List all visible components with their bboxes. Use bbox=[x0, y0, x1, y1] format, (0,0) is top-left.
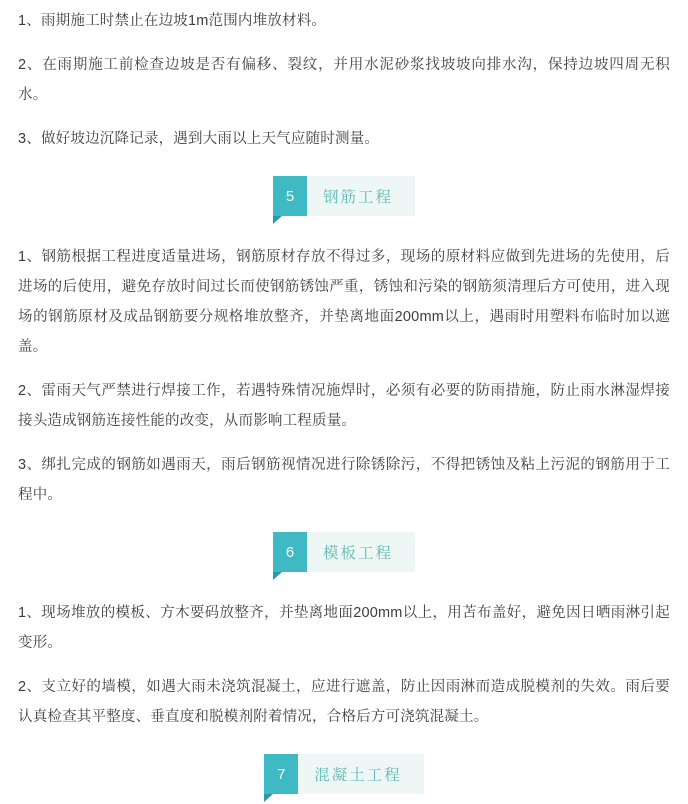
paragraph: 2、支立好的墙模，如遇大雨未浇筑混凝土，应进行遮盖，防止因雨淋而造成脱模剂的失效。雨后要认真检查其平整度、垂直度和脱模剂附着情况，合格后方可浇筑混凝土。 bbox=[18, 679, 670, 725]
section-number-badge: 7 bbox=[264, 754, 298, 794]
section-number-badge: 6 bbox=[273, 532, 307, 572]
section-title: 钢筋工程 bbox=[307, 176, 415, 216]
paragraph: 2、雷雨天气严禁进行焊接工作，若遇特殊情况施焊时，必须有必要的防雨措施，防止雨水淋湿焊接接头造成钢筋连接性能的改变，从而影响工程质量。 bbox=[18, 383, 670, 429]
section-number-badge: 5 bbox=[273, 176, 307, 216]
heading-wrap bbox=[264, 754, 424, 794]
heading-wrap bbox=[273, 176, 415, 216]
paragraph: 1、雨期施工时禁止在边坡1m范围内堆放材料。 bbox=[18, 13, 327, 29]
section-title: 模板工程 bbox=[307, 532, 415, 572]
paragraph: 2、在雨期施工前检查边坡是否有偏移、裂纹，并用水泥砂浆找坡坡向排水沟，保持边坡四周无积水。 bbox=[18, 57, 670, 103]
heading-wrap bbox=[273, 532, 415, 572]
section-heading-6 bbox=[18, 532, 670, 572]
paragraph: 3、绑扎完成的钢筋如遇雨天，雨后钢筋视情况进行除锈除污，不得把锈蚀及粘上污泥的钢筋用于工程中。 bbox=[18, 457, 670, 503]
paragraph: 3、做好坡边沉降记录，遇到大雨以上天气应随时测量。 bbox=[18, 131, 380, 147]
section-heading-7 bbox=[18, 754, 670, 794]
section-title: 混凝土工程 bbox=[298, 754, 424, 794]
section-heading-5 bbox=[18, 176, 670, 216]
paragraph: 1、钢筋根据工程进度适量进场，钢筋原材存放不得过多，现场的原材料应做到先进场的先使用，后进场的后使用，避免存放时间过长而使钢筋锈蚀严重，锈蚀和污染的钢筋须清理后方可使用，进入现场的钢筋原材及成品钢筋要分规格堆放整齐，并垫离地面200mm以上，遇雨时用塑料布临时加以遮盖。 bbox=[18, 249, 670, 355]
paragraph: 1、现场堆放的模板、方木要码放整齐，并垫离地面200mm以上，用苫布盖好，避免因日晒雨淋引起变形。 bbox=[18, 605, 670, 651]
